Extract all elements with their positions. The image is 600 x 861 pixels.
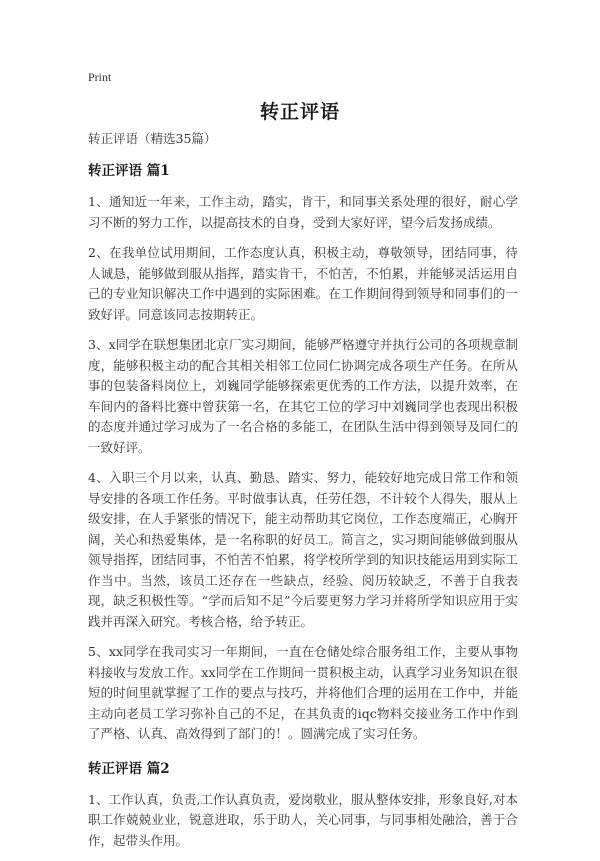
paragraph: 5、xx同学在我司实习一年期间，一直在仓储处综合服务组工作，主要从事物料接收与发放工作。xx同学在工作期间一贯积极主动，认真学习业务知识在很短的时间里就掌握了工作的要点与技巧，并将他们合理的运用在工作中，并能主动向老员工学习弥补自己的不足，在其负责的iqc物料交接业务工作中作到了严格、认真、高效得到了部门的！。圆满完成了实习任务。 <box>88 644 518 741</box>
paragraph: 3、x同学在联想集团北京厂实习期间，能够严格遵守并执行公司的各项规章制度，能够积极主动的配合其相关相邻工位同仁协调完成各项生产任务。在所从事的包装备料岗位上，刘巍同学能够探索更优秀的工作方法，以提升效率，在车间内的备料比赛中曾获第一名，在其它工位的学习中刘巍同学也表现出积极的态度并通过学习成为了一名合格的多能工，在团队生活中得到领导及同仁的一致好评。 <box>88 337 518 455</box>
document-body <box>88 129 518 861</box>
section-heading-2: 转正评语 篇2 <box>88 760 170 777</box>
paragraph: 4、入职三个月以来，认真、勤恳、踏实、努力，能较好地完成日常工作和领导安排的各项工作任务。平时做事认真，任劳任怨，不计较个人得失，服从上级安排，在人手紧张的情况下，能主动帮助其它岗位，工作态度端正，心胸开阔，关心和热爱集体，是一名称职的好员工。简言之，实习期间能够做到服从领导指挥，团结同事，不怕苦不怕累，将学校所学到的知识技能运用到实际工作当中。当然，该员工还存在一些缺点，经验、阅历较缺乏，不善于自我表现，缺乏积极性等。“学而后知不足”今后要更努力学习并将所学知识应用于实践并再深入研究。考核合格，给予转正。 <box>88 470 518 629</box>
paragraph: 2、在我单位试用期间，工作态度认真，积极主动，尊敬领导，团结同事，待人诚恳，能够做到服从指挥，踏实肯干，不怕苦，不怕累，并能够灵活运用自己的专业知识解决工作中遇到的实际困难。在工作期间得到领导和同事们的一致好评。同意该同志按期转正。 <box>88 245 518 322</box>
section-heading-1: 转正评语 篇1 <box>88 163 170 179</box>
paragraph: 1、工作认真，负责,工作认真负责，爱岗敬业，服从整体安排，形象良好,对本职工作兢兢业业，锐意进取，乐于助人，关心同事，与同事相处融洽，善于合作，起带头作用。 <box>88 791 518 848</box>
paragraph: 1、通知近一年来，工作主动，踏实，肯干，和同事关系处理的很好，耐心学习不断的努力工作，以提高技术的自身，受到大家好评，望今后发扬成绩。 <box>88 194 518 230</box>
document-subtitle: 转正评语（精选35篇） <box>88 131 217 146</box>
print-link[interactable]: Print <box>88 70 112 84</box>
document-title: 转正评语 <box>259 101 340 123</box>
